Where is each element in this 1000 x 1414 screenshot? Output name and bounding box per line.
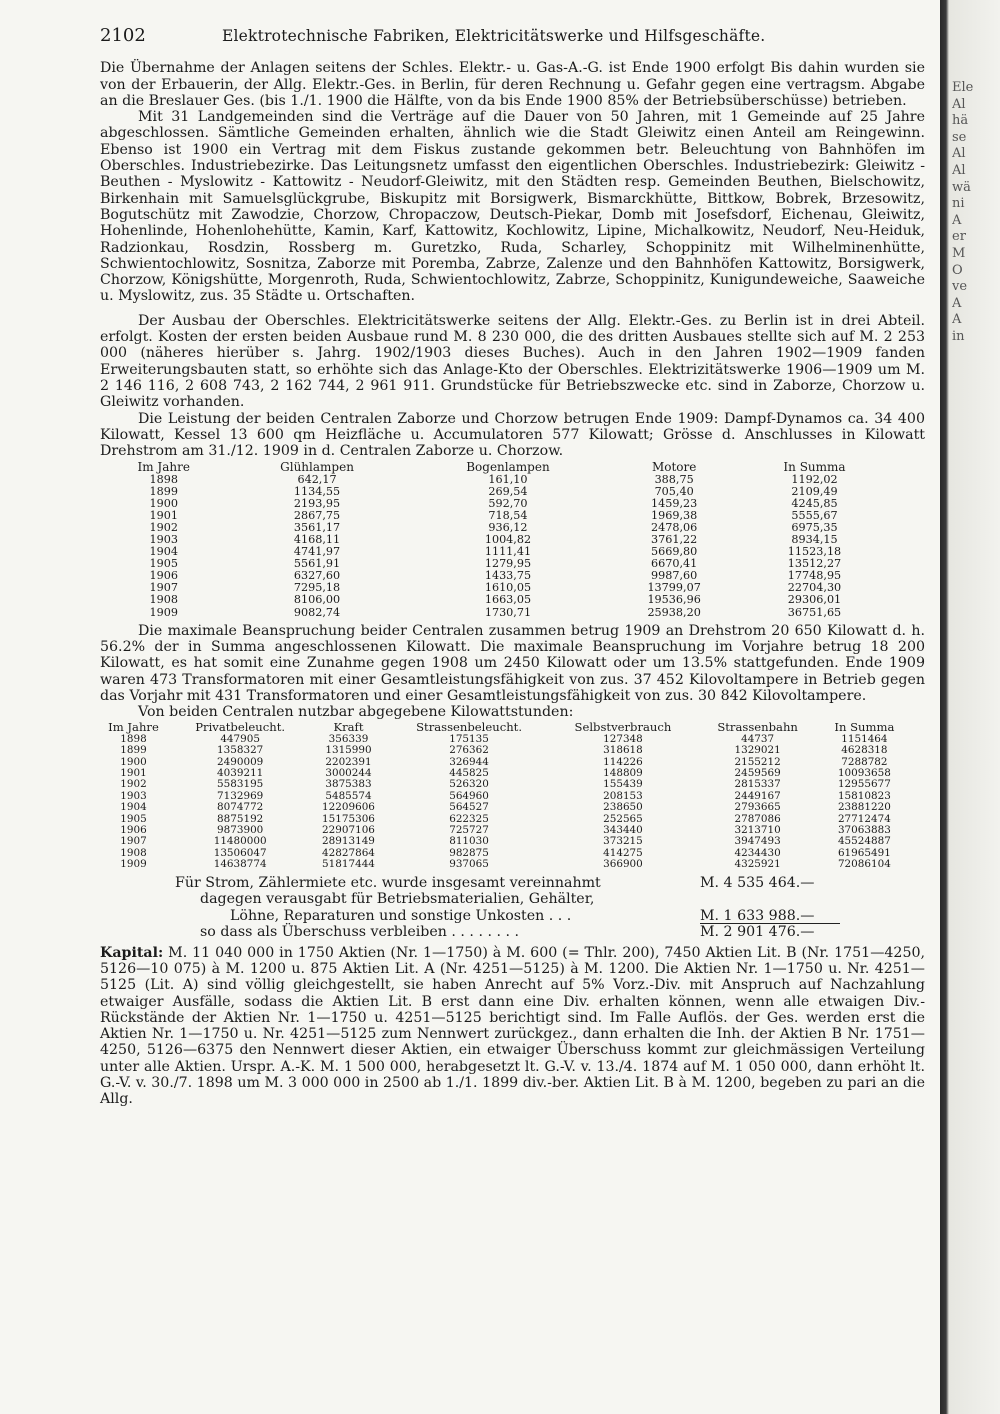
- table-cell: 718,54: [488, 508, 528, 522]
- margin-fragment: M: [952, 245, 966, 261]
- table-cell: 1901: [149, 508, 178, 522]
- account-row-expenses-b: [100, 908, 925, 925]
- table-cell: 725727: [449, 824, 489, 837]
- table-cell: 1904: [120, 801, 147, 814]
- table-cell: 811030: [449, 835, 489, 848]
- table-cell: 5555,67: [791, 508, 838, 522]
- table-cell: 1004,82: [484, 532, 532, 546]
- table-row: [100, 474, 890, 486]
- column-header: Strassenbeleucht.: [416, 720, 522, 735]
- column-header: Im Jahre: [108, 720, 159, 735]
- table-cell: 445825: [449, 767, 489, 780]
- margin-fragment: Al: [952, 96, 966, 112]
- table-cell: 1192,02: [791, 472, 838, 486]
- table-cell: 11523,18: [787, 545, 842, 559]
- table-cell: 3875383: [325, 778, 372, 791]
- paragraph-capacity: Die Leistung der beiden Centralen Zaborze und Chorzow betrugen Ende 1909: Dampf-Dynamos ca. 34 400 Kilowatt, Kessel 13 600 qm Heizfläche u. Accumulatoren 577 Kilowatt; Grösse d. Anschlusses in Kilowatt Drehstrom am 31./12. 1909 in d. Centralen Zaborze u. Chorzow.: [100, 410, 925, 460]
- column-header: Bogenlampen: [466, 460, 550, 475]
- table-cell: 4234430: [734, 846, 781, 859]
- kwh-table: [95, 722, 910, 870]
- table-cell: 6670,41: [651, 557, 698, 571]
- table-cell: 2793665: [734, 801, 781, 814]
- table-cell: 1151464: [841, 732, 888, 745]
- column-header: Kraft: [333, 720, 364, 735]
- table-cell: 1134,55: [293, 484, 341, 498]
- paragraph-takeover: Die Übernahme der Anlagen seitens der Schles. Elektr.- u. Gas-A.-G. ist Ende 1900 erfolgt Bis dahin wurden sie von der Erbauerin, der Allg. Elektr.-Ges. in Berlin, für deren Rechnung u. Gefahr gegen eine vertragsm. Abgabe an die Breslauer Ges. (bis 1./1. 1900 die Hälfte, von da bis Ende 1900 85% der Betriebsüberschüsse) betrieben.: [100, 60, 925, 109]
- table-row: [100, 594, 890, 606]
- table-cell: 1908: [149, 593, 178, 607]
- table-cell: 13799,07: [647, 581, 701, 595]
- column-header: Glühlampen: [280, 460, 354, 475]
- table-cell: 1899: [149, 484, 178, 498]
- paragraph-max-load: Die maximale Beanspruchung beider Centralen zusammen betrug 1909 an Drehstrom 20 650 Kilowatt d. h. 56.2% der in Summa angeschlossenen Kilowatt. Die maximale Beanspruchung im Vorjahre betrug 18 200 Kilowatt, es hat somit eine Zunahme gegen 1908 um 2450 Kilowatt oder um 13.5% stattgefunden. Ende 1909 waren 473 Transformatoren mit einer Gesamtleistungsfähigkeit von zus. 37 452 Kilovoltampere in Betrieb gegen das Vorjahr mit 431 Transformatoren und einer Gesamtleistungsfähigkeit von zus. 30 842 Kilovoltampere.: [100, 622, 925, 704]
- table-cell: 6975,35: [791, 520, 838, 534]
- table-row: [95, 859, 910, 870]
- table-cell: 155439: [603, 778, 643, 791]
- table-cell: 9873900: [217, 824, 264, 837]
- table-cell: 1329021: [734, 744, 781, 757]
- margin-fragment: Al: [952, 162, 966, 178]
- table-cell: 3947493: [734, 835, 781, 848]
- table-cell: 1433,75: [484, 569, 532, 583]
- table-cell: 622325: [449, 812, 489, 825]
- table-cell: 2867,75: [293, 508, 341, 522]
- table-row: [100, 486, 890, 498]
- table-cell: 15810823: [837, 789, 891, 802]
- table-cell: 1903: [120, 789, 147, 802]
- table-cell: 8074772: [217, 801, 264, 814]
- table-cell: 4741,97: [293, 545, 341, 559]
- table-cell: 148809: [603, 767, 643, 780]
- table-cell: 17748,95: [787, 569, 842, 583]
- table-cell: 12209606: [322, 801, 375, 814]
- table-cell: 25938,20: [647, 605, 701, 619]
- table-cell: 175135: [449, 732, 489, 745]
- table-cell: 12955677: [837, 778, 891, 791]
- table-cell: 8875192: [217, 812, 264, 825]
- margin-fragment: Al: [952, 146, 966, 162]
- table-cell: 1908: [120, 846, 147, 859]
- table-cell: 252565: [603, 812, 643, 825]
- table-cell: 127348: [603, 732, 643, 745]
- table-cell: 9987,60: [651, 569, 698, 583]
- table-cell: 4325921: [734, 858, 781, 871]
- table-cell: 27712474: [837, 812, 891, 825]
- table-cell: 7295,18: [293, 581, 341, 595]
- table-cell: 5485574: [325, 789, 372, 802]
- table-cell: 2490009: [217, 755, 264, 768]
- account-amount: M. 2 901 476.—: [700, 924, 815, 941]
- table-cell: 2449167: [734, 789, 781, 802]
- table-cell: 1459,23: [651, 496, 698, 510]
- table-cell: 1279,95: [484, 557, 532, 571]
- table-cell: 1358327: [217, 744, 264, 757]
- table-cell: 7288782: [841, 755, 888, 768]
- table-cell: 23881220: [837, 801, 891, 814]
- margin-fragment: A: [952, 312, 962, 328]
- account-row-revenue: [100, 875, 925, 892]
- table-cell: 61965491: [837, 846, 891, 859]
- table-cell: 72086104: [837, 858, 891, 871]
- table-cell: 45524887: [837, 835, 891, 848]
- column-header: Motore: [651, 460, 697, 475]
- table-cell: 5583195: [217, 778, 264, 791]
- table-cell: 11480000: [213, 835, 267, 848]
- table-row: [100, 498, 890, 510]
- table-cell: 161,10: [488, 472, 528, 486]
- table-cell: 114226: [603, 755, 643, 768]
- table-cell: 343440: [603, 824, 643, 837]
- table-cell: 564527: [449, 801, 489, 814]
- table-cell: 1900: [120, 755, 147, 768]
- table-cell: 28913149: [322, 835, 375, 848]
- table-cell: 1730,71: [484, 605, 532, 619]
- account-amount: M. 1 633 988.—: [700, 908, 840, 925]
- margin-fragment: er: [952, 229, 966, 245]
- revenue-account: [100, 875, 925, 941]
- table-cell: 5669,80: [651, 545, 698, 559]
- table-row: [95, 745, 910, 756]
- table-cell: 1903: [149, 532, 178, 546]
- table-cell: 29306,01: [787, 593, 842, 607]
- table-cell: 526320: [449, 778, 489, 791]
- table-cell: 2787086: [734, 812, 781, 825]
- table-cell: 2478,06: [651, 520, 698, 534]
- account-amount: M. 4 535 464.—: [700, 874, 815, 891]
- adjacent-page-fragments: [952, 80, 992, 346]
- column-header: Selbstverbrauch: [574, 720, 672, 735]
- table-cell: 564960: [449, 789, 489, 802]
- margin-fragment: in: [952, 328, 965, 344]
- capital-text: M. 11 040 000 in 1750 Aktien (Nr. 1—1750) à M. 600 (= Thlr. 200), 7450 Aktien Lit. B (Nr. 1751—4250, 5126—10 075) à M. 1200 u. 875 Aktien Lit. A (Nr. 4251—5125) à M. 1200. Die Aktien Nr. 1—1750 u. Nr. 4251—5125 (Lit. A) sind völlig gleichgestellt, sie haben Anrecht auf 5% Vorz.-Div. mit Anspruch auf Nachzahlung etwaiger Ausfälle, sodass die Aktien Lit. B erst dann eine Div. erhalten können, wenn alle etwaigen Div.-Rückstände der Aktien Nr. 1—1750 u. 4251—5125 berichtigt sind. Im Falle Auflös. der Ges. werden erst die Aktien Nr. 1—1750 u. Nr. 4251—5125 zum Nennwert zurückgez., dann erhalten die Inh. der Aktien B Nr. 1751—4250, 5126—6375 den Nennwert dieser Aktien, ein etwaiger Überschuss kommt zur gleichmässigen Verteilung unter alle Aktien. Urspr. A.-K. M. 1 500 000, herabgesetzt lt. G.-V. v. 13./4. 1874 auf M. 1 050 000, dann erhöht lt. G.-V. v. 30./7. 1898 um M. 3 000 000 in 2500 ab 1./1. 1899 div.-ber. Aktien Lit. B à M. 1200, begeben zu pari an die Allg.: [100, 944, 926, 1108]
- running-title: Elektrotechnische Fabriken, Elektricitätswerke und Hilfsgeschäfte.: [222, 27, 766, 45]
- paragraph-contracts: Mit 31 Landgemeinden sind die Verträge auf die Dauer von 50 Jahren, mit 1 Gemeinde auf 25 Jahre abgeschlossen. Sämtliche Gemeinden erhalten, ähnlich wie die Stadt Gleiwitz einen Anteil am Reingewinn. Ebenso ist 1900 ein Vertrag mit dem Fiskus zustande gekommen betr. Beleuchtung von Bahnhöfen im Oberschles. Industriebezirke. Das Leitungsnetz umfasst den eigentlichen Oberschles. Industriebezirk: Gleiwitz - Beuthen - Myslowitz - Kattowitz - Neudorf-Gleiwitz, mit den Städten resp. Gemeinden Beuthen, Bielschowitz, Birkenhain mit Samuelsglückgrube, Biskupitz mit Borsigwerk, Bismarckhütte, Bittkow, Bobrek, Brzesowitz, Bogutschütz mit Zawodzie, Chorzow, Chropaczow, Deutsch-Piekar, Domb mit Josefsdorf, Eichenau, Gleiwitz, Hohenlinde, Hohenlohehütte, Kamin, Karf, Kattowitz, Kochlowitz, Lipine, Michalkowitz, Neudorf, Neu-Heiduk, Radzionkau, Rosdzin, Rossberg m. Guretzko, Ruda, Scharley, Schoppinitz mit Wilhelminenhütte, Schwientochlowitz, Sosnitza, Zaborze mit Poremba, Zabrze, Zalenze und den Bahnhöfen Kattowitz, Borsigwerk, Chorzow, Königshütte, Morgenroth, Ruda, Schwientochlowitz, Zabrze, Schoppinitz, Kunigundeweiche, Saaweiche u. Myslowitz, zus. 35 Städte u. Ortschaften.: [100, 109, 925, 305]
- table-cell: 1906: [120, 824, 147, 837]
- margin-fragment: ni: [952, 196, 965, 212]
- margin-fragment: hä: [952, 113, 969, 129]
- table-cell: 10093658: [837, 767, 891, 780]
- table-cell: 6327,60: [293, 569, 341, 583]
- table-cell: 4039211: [217, 767, 264, 780]
- table-row: [95, 802, 910, 813]
- table-cell: 366900: [603, 858, 643, 871]
- table-cell: 705,40: [654, 484, 694, 498]
- margin-fragment: wä: [952, 179, 971, 195]
- table-cell: 1907: [120, 835, 147, 848]
- table-cell: 414275: [603, 846, 643, 859]
- table-cell: 326944: [449, 755, 489, 768]
- table-cell: 4245,85: [791, 496, 838, 510]
- table-cell: 1906: [149, 569, 178, 583]
- table-cell: 36751,65: [787, 605, 842, 619]
- table-cell: 1899: [120, 744, 147, 757]
- table-cell: 1315990: [325, 744, 372, 757]
- table-cell: 388,75: [654, 472, 694, 486]
- table-cell: 2815337: [734, 778, 781, 791]
- margin-fragment: A: [952, 295, 962, 311]
- account-row-surplus: [100, 924, 925, 941]
- table-cell: 19536,96: [647, 593, 701, 607]
- column-header: In Summa: [834, 720, 895, 735]
- table-cell: 1909: [149, 605, 178, 619]
- column-header: Im Jahre: [137, 460, 190, 475]
- table-cell: 5561,91: [293, 557, 341, 571]
- table-cell: 1905: [149, 557, 178, 571]
- connections-table: [100, 461, 890, 618]
- table-cell: 1898: [120, 732, 147, 745]
- account-label: so dass als Überschuss verbleiben . . . . . . . .: [200, 924, 520, 941]
- table-cell: 2193,95: [293, 496, 341, 510]
- table-cell: 3000244: [325, 767, 372, 780]
- table-cell: 642,17: [297, 472, 337, 486]
- table-cell: 1969,38: [651, 508, 698, 522]
- account-row-expenses-a: [100, 891, 925, 908]
- table-cell: 4628318: [841, 744, 888, 757]
- table-cell: 13506047: [213, 846, 267, 859]
- column-header: Privatbeleucht.: [195, 720, 286, 735]
- table-cell: 1898: [149, 472, 178, 486]
- table-cell: 373215: [603, 835, 643, 848]
- paragraph-capital: [100, 945, 925, 1108]
- margin-fragment: ve: [952, 279, 968, 295]
- margin-fragment: Ele: [952, 80, 974, 95]
- table-cell: 7132969: [217, 789, 264, 802]
- table-cell: 8934,15: [791, 532, 838, 546]
- table-cell: 1902: [120, 778, 147, 791]
- table-cell: 2459569: [734, 767, 781, 780]
- table-cell: 208153: [603, 789, 643, 802]
- capital-label: Kapital:: [100, 944, 164, 961]
- table-cell: 22704,30: [787, 581, 842, 595]
- table-cell: 937065: [449, 858, 489, 871]
- table-cell: 982875: [449, 846, 489, 859]
- table-cell: 1610,05: [484, 581, 532, 595]
- table-cell: 3761,22: [651, 532, 698, 546]
- table-cell: 51817444: [322, 858, 375, 871]
- table-cell: 1909: [120, 858, 147, 871]
- table-cell: 276362: [449, 744, 489, 757]
- paragraph-kwh-intro: Von beiden Centralen nutzbar abgegebene Kilowattstunden:: [138, 704, 574, 721]
- table-cell: 9082,74: [293, 605, 341, 619]
- page-header: [100, 25, 925, 46]
- table-cell: 37063883: [837, 824, 891, 837]
- table-cell: 8106,00: [293, 593, 341, 607]
- margin-fragment: A: [952, 212, 962, 228]
- column-header: In Summa: [783, 460, 846, 475]
- table-cell: 13512,27: [787, 557, 842, 571]
- account-label: Für Strom, Zählermiete etc. wurde insgesamt vereinnahmt: [175, 874, 601, 891]
- table-cell: 269,54: [488, 484, 528, 498]
- account-label: dagegen verausgabt für Betriebsmaterialien, Gehälter,: [200, 891, 595, 908]
- table-cell: 1905: [120, 812, 147, 825]
- table-cell: 2202391: [325, 755, 372, 768]
- table-cell: 3213710: [734, 824, 781, 837]
- table-cell: 1904: [149, 545, 178, 559]
- table-cell: 42827864: [322, 846, 375, 859]
- table-cell: 2155212: [734, 755, 781, 768]
- table-row: [100, 607, 890, 619]
- table-cell: 238650: [603, 801, 643, 814]
- table-cell: 1907: [149, 581, 178, 595]
- table-cell: 22907106: [322, 824, 375, 837]
- table-cell: 1111,41: [484, 545, 532, 559]
- page-number: 2102: [100, 25, 146, 46]
- table-cell: 1902: [149, 520, 178, 534]
- table-cell: 1663,05: [484, 593, 532, 607]
- table-cell: 44737: [741, 732, 775, 745]
- table-cell: 3561,17: [293, 520, 341, 534]
- table-cell: 4168,11: [293, 532, 341, 546]
- table-cell: 14638774: [213, 858, 267, 871]
- table-cell: 1901: [120, 767, 147, 780]
- table-cell: 1900: [149, 496, 178, 510]
- column-header: Strassenbahn: [717, 720, 798, 735]
- account-label: Löhne, Reparaturen und sonstige Unkosten . . .: [230, 907, 572, 924]
- table-cell: 936,12: [488, 520, 528, 534]
- paragraph-expansion: Der Ausbau der Oberschles. Elektricitätswerke seitens der Allg. Elektr.-Ges. zu Berlin ist in drei Abteil. erfolgt. Kosten der ersten beiden Ausbaue rund M. 8 230 000, die des dritten Ausbaues stellte sich auf M. 2 253 000 (näheres hierüber s. Jahrg. 1902/1903 dieses Buches). Auch in den Jahren 1902—1909 fanden Erweiterungsbauten statt, so erhöhte sich das Anlage-Kto der Oberschles. Elektrizitätswerke 1906—1909 um M. 2 146 116, 2 608 743, 2 162 744, 2 961 911. Grundstücke für Betriebszwecke etc. sind in Zaborze, Chorzow u. Gleiwitz vorhanden.: [100, 312, 925, 411]
- table-cell: 2109,49: [791, 484, 838, 498]
- table-cell: 318618: [603, 744, 643, 757]
- table-cell: 592,70: [488, 496, 528, 510]
- margin-fragment: O: [952, 262, 963, 278]
- document-page: [100, 25, 926, 1108]
- table-cell: 15175306: [322, 812, 375, 825]
- margin-fragment: se: [952, 129, 967, 145]
- table-cell: 356339: [328, 732, 369, 745]
- table-cell: 447905: [220, 732, 260, 745]
